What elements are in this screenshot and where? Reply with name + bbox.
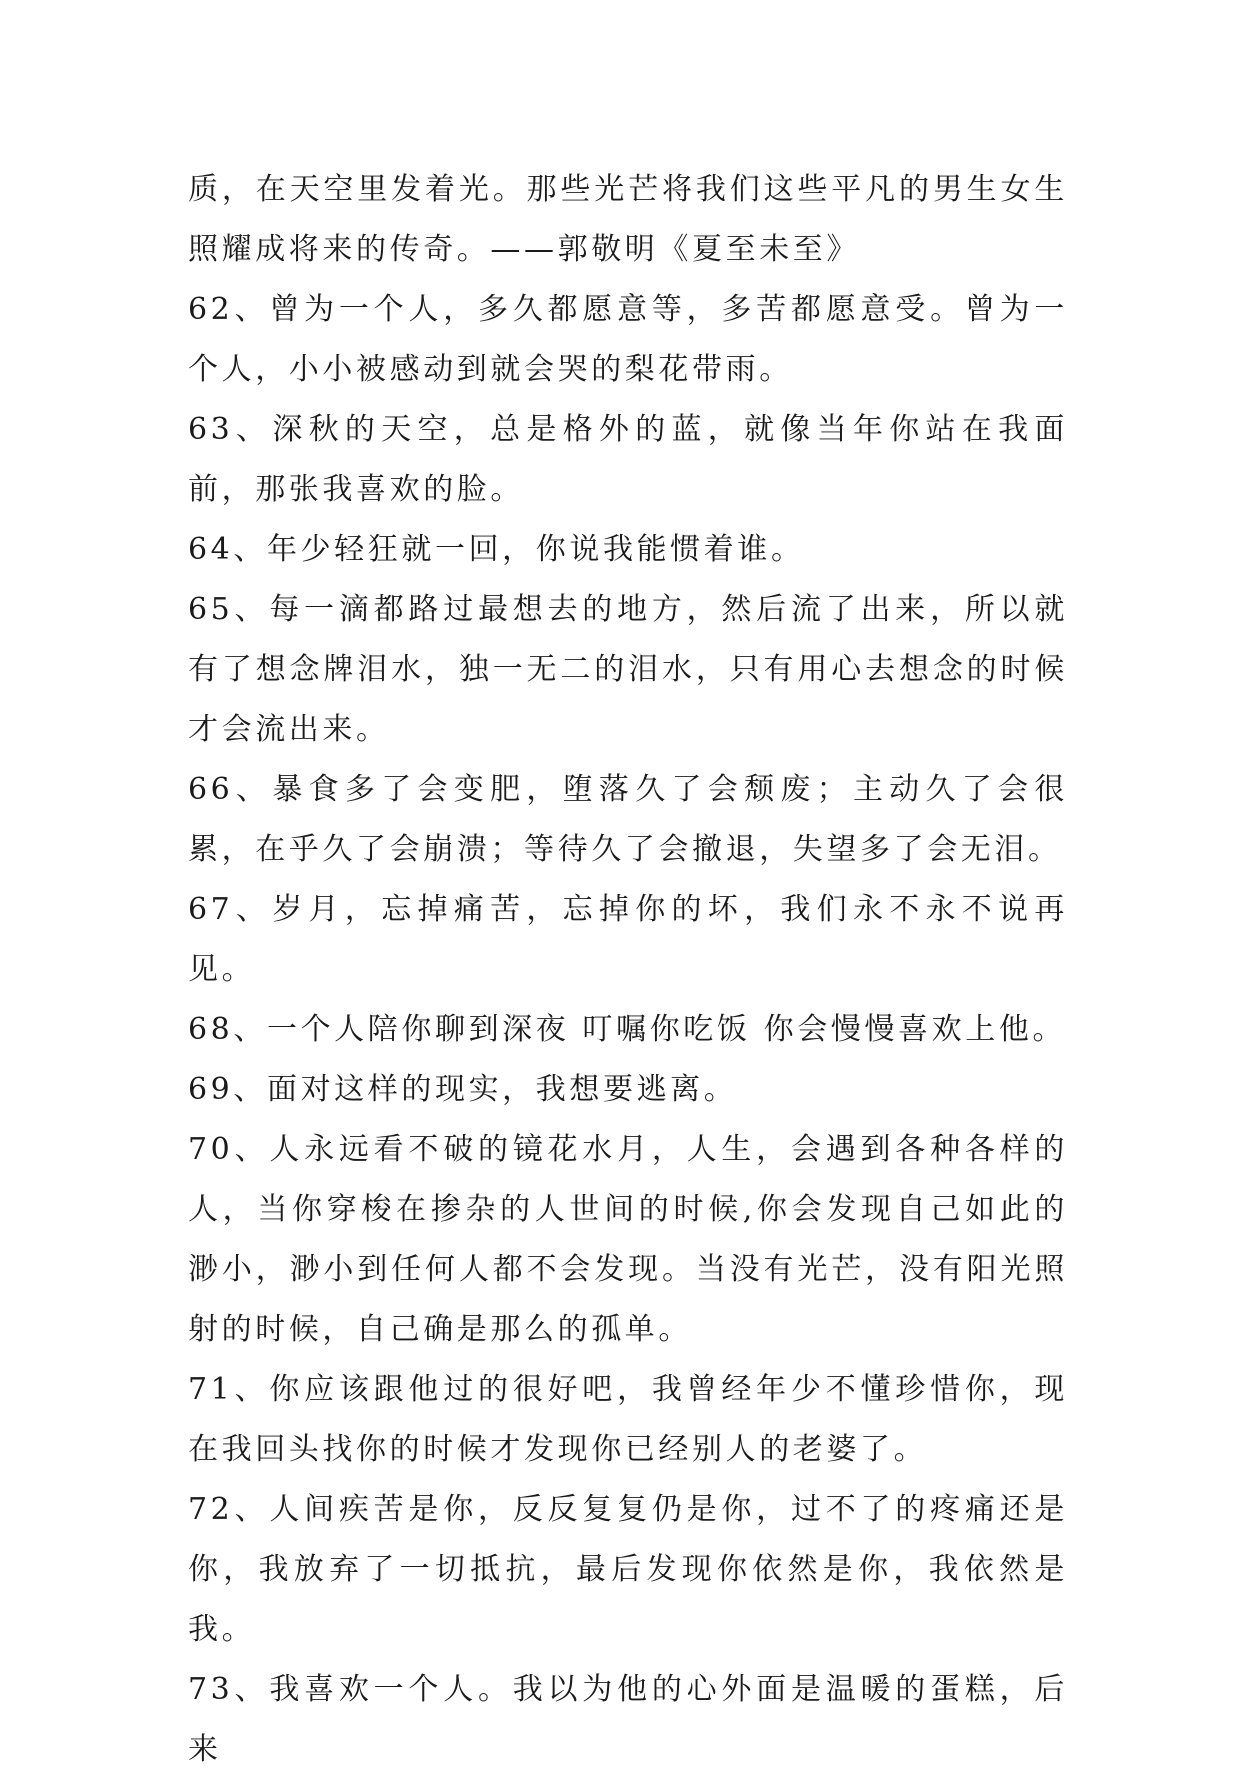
paragraph-71: 71、你应该跟他过的很好吧，我曾经年少不懂珍惜你，现在我回头找你的时候才发现你已经别人的老婆了。 bbox=[188, 1372, 1068, 1467]
paragraph-62: 62、曾为一个人，多久都愿意等，多苦都愿意受。曾为一个人，小小被感动到就会哭的梨花带雨。 bbox=[188, 292, 1068, 387]
paragraph-69: 69、面对这样的现实，我想要逃离。 bbox=[188, 1072, 738, 1107]
paragraph-70: 70、人永远看不破的镜花水月，人生，会遇到各种各样的人，当你穿梭在掺杂的人世间的时候,你会发现自己如此的渺小，渺小到任何人都不会发现。当没有光芒，没有阳光照射的时候，自己确是那么的孤单。 bbox=[188, 1132, 1068, 1347]
paragraph-65: 65、每一滴都路过最想去的地方，然后流了出来，所以就有了想念牌泪水，独一无二的泪水，只有用心去想念的时候才会流出来。 bbox=[188, 592, 1068, 747]
document-body bbox=[188, 160, 1068, 1780]
paragraph-64: 64、年少轻狂就一回，你说我能惯着谁。 bbox=[188, 532, 805, 567]
paragraph-73: 73、我喜欢一个人。我以为他的心外面是温暖的蛋糕，后来 bbox=[188, 1672, 1068, 1767]
paragraph-67: 67、岁月，忘掉痛苦，忘掉你的坏，我们永不永不说再见。 bbox=[188, 892, 1068, 987]
paragraph-72: 72、人间疾苦是你，反反复复仍是你，过不了的疼痛还是你，我放弃了一切抵抗，最后发现你依然是你，我依然是我。 bbox=[188, 1492, 1068, 1647]
paragraph-66: 66、暴食多了会变肥，堕落久了会颓废；主动久了会很累，在乎久了会崩溃；等待久了会撤退，失望多了会无泪。 bbox=[188, 772, 1068, 867]
paragraph-63: 63、深秋的天空，总是格外的蓝，就像当年你站在我面前，那张我喜欢的脸。 bbox=[188, 412, 1068, 507]
paragraph-continuation: 质，在天空里发着光。那些光芒将我们这些平凡的男生女生照耀成将来的传奇。——郭敬明《夏至未至》 bbox=[188, 172, 1068, 267]
paragraph-68: 68、一个人陪你聊到深夜 叮嘱你吃饭 你会慢慢喜欢上他。 bbox=[188, 1012, 1067, 1047]
